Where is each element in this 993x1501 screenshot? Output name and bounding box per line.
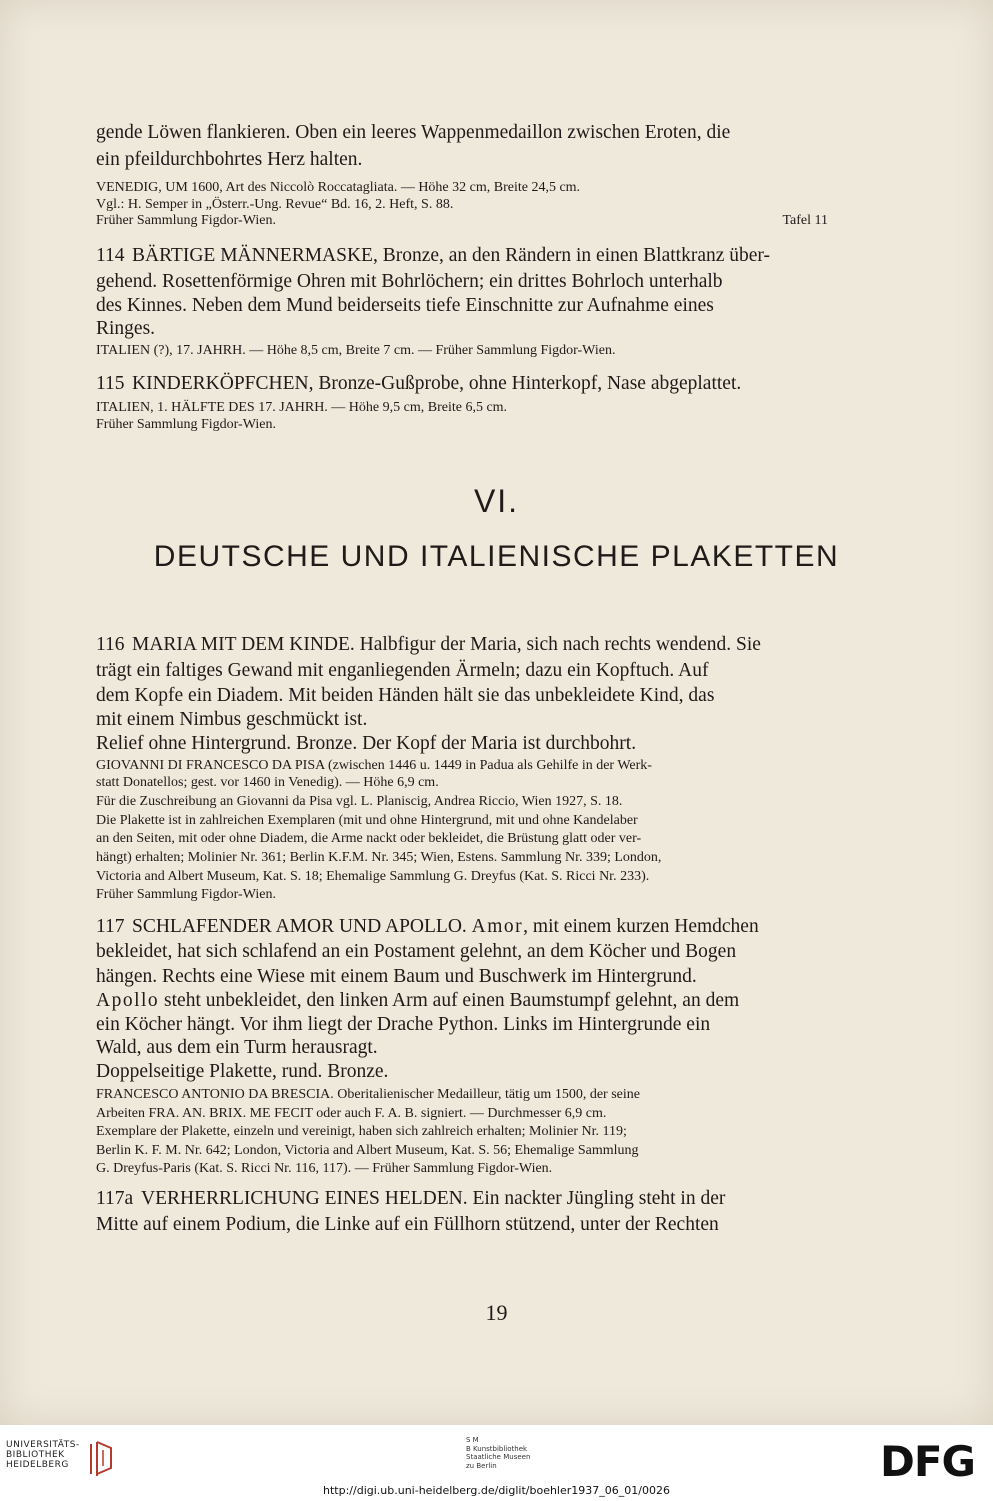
text-line: Die Plakette ist in zahlreichen Exemplaren (mit und ohne Hintergrund, mit und ohne Kandelaber	[96, 813, 638, 828]
museum-label	[466, 1436, 530, 1470]
university-line: HEIDELBERG	[6, 1460, 69, 1470]
text-line: dem Kopfe ein Diadem. Mit beiden Händen hält sie das unbekleidete Kind, das	[96, 685, 715, 706]
text-line: gehend. Rosettenförmige Ohren mit Bohrlöchern; ein drittes Bohrloch unterhalb	[96, 271, 723, 292]
text-line: Vgl.: H. Semper in „Österr.-Ung. Revue“ Bd. 16, 2. Heft, S. 88.	[96, 197, 454, 212]
text-line: Relief ohne Hintergrund. Bronze. Der Kopf der Maria ist durchbohrt.	[96, 733, 637, 754]
text-line: Doppelseitige Plakette, rund. Bronze.	[96, 1061, 389, 1082]
university-line: BIBLIOTHEK	[6, 1450, 65, 1460]
plate-reference: Tafel 11	[782, 213, 828, 228]
text-line: ein pfeildurchbohrtes Herz halten.	[96, 149, 363, 170]
text-line: FRANCESCO ANTONIO DA BRESCIA. Oberitalienischer Medailleur, tätig um 1500, der seine	[96, 1087, 640, 1102]
entry-number: 115	[96, 373, 125, 394]
entry-number: 116	[96, 634, 125, 655]
text-line: gende Löwen flankieren. Oben ein leeres Wappenmedaillon zwischen Eroten, die	[96, 122, 731, 143]
text-line: Früher Sammlung Figdor-Wien.	[96, 887, 276, 902]
text-line: Mitte auf einem Podium, die Linke auf ein Füllhorn stützend, unter der Rechten	[96, 1214, 719, 1235]
entry-title: SCHLAFENDER AMOR UND APOLLO.	[132, 916, 467, 937]
text-line: statt Donatellos; gest. vor 1460 in Venedig). — Höhe 6,9 cm.	[96, 775, 439, 790]
text-line: mit einem Nimbus geschmückt ist.	[96, 709, 368, 730]
text-line: an den Seiten, mit oder ohne Diadem, die Arme nackt oder bekleidet, die Brüstung glatt oder ver-	[96, 831, 642, 846]
section-number: VI.	[473, 483, 520, 519]
text-line: des Kinnes. Neben dem Mund beiderseits tiefe Einschnitte zur Aufnahme eines	[96, 295, 714, 316]
text-line: Exemplare der Plakette, einzeln und vereinigt, haben sich zahlreich erhalten; Molinier Nr. 119;	[96, 1124, 627, 1139]
text-line: VENEDIG, UM 1600, Art des Niccolò Roccatagliata. — Höhe 32 cm, Breite 24,5 cm.	[96, 180, 581, 195]
text-line: G. Dreyfus-Paris (Kat. S. Ricci Nr. 116, 117). — Früher Sammlung Figdor-Wien.	[96, 1161, 553, 1176]
entry-number: 117	[96, 916, 125, 937]
section-title: DEUTSCHE UND ITALIENISCHE PLAKETTEN	[153, 540, 840, 573]
spaced-name: Apollo	[96, 990, 160, 1011]
text-line: KINDERKÖPFCHEN, Bronze-Gußprobe, ohne Hinterkopf, Nase abgeplattet.	[132, 373, 742, 394]
page-number: 19	[485, 1300, 508, 1325]
text-line: ein Köcher hängt. Vor ihm liegt der Drache Python. Links im Hintergrunde ein	[96, 1014, 711, 1035]
text-line: Arbeiten FRA. AN. BRIX. ME FECIT oder auch F. A. B. signiert. — Durchmesser 6,9 cm.	[96, 1106, 607, 1121]
text-line: Wald, aus dem ein Turm herausragt.	[96, 1037, 378, 1058]
text-line: VERHERRLICHUNG EINES HELDEN. Ein nackter Jüngling steht in der	[141, 1188, 726, 1209]
text-line: trägt ein faltiges Gewand mit enganliegenden Ärmeln; dazu ein Kopftuch. Auf	[96, 660, 709, 681]
text-run: steht unbekleidet, den linken Arm auf einen Baumstumpf gelehnt, an dem	[164, 990, 740, 1011]
text-line: hängt) erhalten; Molinier Nr. 361; Berlin K.F.M. Nr. 345; Wien, Estens. Sammlung Nr. 339; London,	[96, 850, 662, 865]
museum-line: S M	[466, 1436, 479, 1444]
text-line	[96, 990, 739, 1012]
text-line: Berlin K. F. M. Nr. 642; London, Victoria and Albert Museum, Kat. S. 56; Ehemalige Sammlung	[96, 1143, 639, 1158]
text-line: MARIA MIT DEM KINDE. Halbfigur der Maria, sich nach rechts wendend. Sie	[132, 634, 761, 655]
text-line: Früher Sammlung Figdor-Wien.	[96, 417, 276, 432]
museum-line: zu Berlin	[466, 1461, 497, 1470]
text-line: hängen. Rechts eine Wiese mit einem Baum und Buschwerk im Hintergrund.	[96, 966, 697, 987]
museum-line: B Kunstbibliothek	[466, 1444, 528, 1453]
source-url[interactable]: http://digi.ub.uni-heidelberg.de/diglit/boehler1937_06_01/0026	[323, 1484, 670, 1497]
text-run: , mit einem kurzen Hemdchen	[523, 916, 759, 937]
text-line: Ringes.	[96, 318, 156, 339]
university-line: UNIVERSITÄTS-	[6, 1440, 80, 1450]
text-line	[132, 916, 759, 938]
dfg-logo: DFG	[880, 1437, 976, 1486]
entry-number: 117a	[96, 1188, 134, 1209]
entry-number: 114	[96, 245, 125, 266]
text-line: GIOVANNI DI FRANCESCO DA PISA (zwischen 1446 u. 1449 in Padua als Gehilfe in der Werk-	[96, 758, 652, 773]
text-line: BÄRTIGE MÄNNERMASKE, Bronze, an den Rändern in einen Blattkranz über-	[132, 245, 771, 266]
text-line: ITALIEN, 1. HÄLFTE DES 17. JAHRH. — Höhe 9,5 cm, Breite 6,5 cm.	[96, 400, 508, 415]
text-line: Früher Sammlung Figdor-Wien.	[96, 213, 276, 228]
text-line: bekleidet, hat sich schlafend an ein Postament gelehnt, an dem Köcher und Bogen	[96, 941, 737, 962]
text-line: Für die Zuschreibung an Giovanni da Pisa vgl. L. Planiscig, Andrea Riccio, Wien 1927, S. 18.	[96, 794, 623, 809]
university-label	[6, 1440, 80, 1470]
museum-line: Staatliche Museen	[466, 1453, 531, 1461]
university-logo-icon	[87, 1438, 117, 1478]
text-line: Victoria and Albert Museum, Kat. S. 18; Ehemalige Sammlung G. Dreyfus (Kat. S. Ricci Nr. 233).	[96, 869, 650, 884]
text-line: ITALIEN (?), 17. JAHRH. — Höhe 8,5 cm, Breite 7 cm. — Früher Sammlung Figdor-Wien.	[96, 343, 616, 358]
spaced-name: Amor	[471, 916, 524, 937]
